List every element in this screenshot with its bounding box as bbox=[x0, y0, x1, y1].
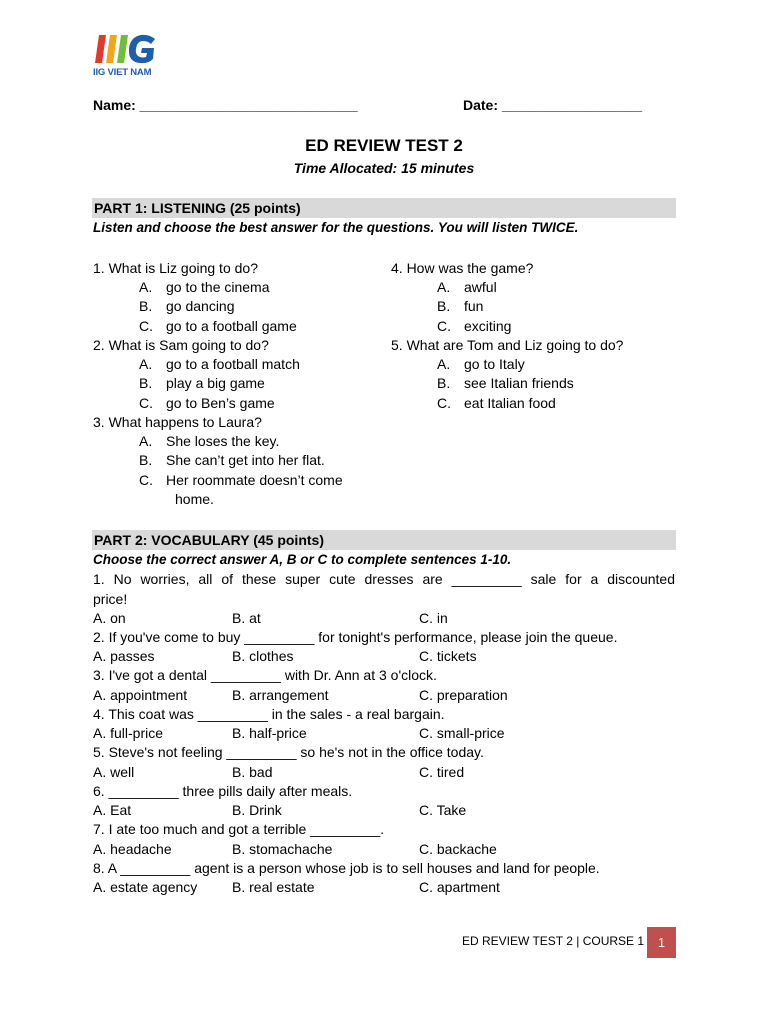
q2-option-a-letter: A. bbox=[139, 356, 153, 372]
question-1: 1. What is Liz going to do? bbox=[93, 260, 258, 276]
q4-option-b-letter: B. bbox=[437, 298, 451, 314]
v6-option-b[interactable]: B. Drink bbox=[232, 802, 282, 818]
vocab-question-7: 7. I ate too much and got a terrible _________. bbox=[93, 821, 385, 837]
q2-option-b-letter: B. bbox=[139, 375, 153, 391]
v8-option-a[interactable]: A. estate agency bbox=[93, 879, 198, 895]
q1-option-a[interactable]: go to the cinema bbox=[166, 279, 270, 295]
v3-option-c[interactable]: C. preparation bbox=[419, 687, 508, 703]
q4-option-b[interactable]: fun bbox=[464, 298, 484, 314]
vocab-question-8: 8. A _________ agent is a person whose job is to sell houses and land for people. bbox=[93, 860, 600, 876]
v6-option-c[interactable]: C. Take bbox=[419, 802, 467, 818]
page-number: 1 bbox=[647, 927, 676, 958]
v7-option-b[interactable]: B. stomachache bbox=[232, 841, 333, 857]
v6-option-a[interactable]: A. Eat bbox=[93, 802, 132, 818]
q4-option-c-letter: C. bbox=[437, 318, 451, 334]
q5-option-b-letter: B. bbox=[437, 375, 451, 391]
vocab-question-6: 6. _________ three pills daily after meals. bbox=[93, 783, 353, 799]
part2-heading: PART 2: VOCABULARY (45 points) bbox=[92, 530, 676, 550]
v7-option-a[interactable]: A. headache bbox=[93, 841, 172, 857]
part1-heading: PART 1: LISTENING (25 points) bbox=[92, 198, 676, 218]
q2-option-c[interactable]: go to Ben’s game bbox=[166, 395, 275, 411]
question-4: 4. How was the game? bbox=[391, 260, 534, 276]
v2-option-b[interactable]: B. clothes bbox=[232, 648, 294, 664]
vocab-question-1: 1. No worries, all of these super cute dresses are _________ sale for a discounted bbox=[93, 571, 675, 587]
v4-option-a[interactable]: A. full-price bbox=[93, 725, 164, 741]
q3-option-b-letter: B. bbox=[139, 452, 153, 468]
q2-option-b[interactable]: play a big game bbox=[166, 375, 265, 391]
v1-option-b[interactable]: B. at bbox=[232, 610, 261, 626]
time-allocated: Time Allocated: 15 minutes bbox=[293, 160, 475, 176]
question-2: 2. What is Sam going to do? bbox=[93, 337, 269, 353]
q1-option-b[interactable]: go dancing bbox=[166, 298, 235, 314]
v8-option-b[interactable]: B. real estate bbox=[232, 879, 315, 895]
v5-option-c[interactable]: C. tired bbox=[419, 764, 465, 780]
q5-option-c-letter: C. bbox=[437, 395, 451, 411]
v7-option-c[interactable]: C. backache bbox=[419, 841, 497, 857]
v5-option-b[interactable]: B. bad bbox=[232, 764, 273, 780]
q4-option-a-letter: A. bbox=[437, 279, 451, 295]
logo-text: IIG VIET NAM bbox=[93, 67, 152, 78]
q2-option-c-letter: C. bbox=[139, 395, 153, 411]
q1-option-a-letter: A. bbox=[139, 279, 153, 295]
q1-option-c-letter: C. bbox=[139, 318, 153, 334]
v2-option-c[interactable]: C. tickets bbox=[419, 648, 477, 664]
vocab-question-5: 5. Steve's not feeling _________ so he's not in the office today. bbox=[93, 744, 484, 760]
v4-option-c[interactable]: C. small-price bbox=[419, 725, 505, 741]
q3-option-a[interactable]: She loses the key. bbox=[166, 433, 280, 449]
name-field[interactable]: Name: ____________________________ bbox=[93, 97, 358, 113]
q5-option-a-letter: A. bbox=[437, 356, 451, 372]
question-3: 3. What happens to Laura? bbox=[93, 414, 262, 430]
v5-option-a[interactable]: A. well bbox=[93, 764, 135, 780]
part2-instruction: Choose the correct answer A, B or C to complete sentences 1-10. bbox=[93, 552, 512, 567]
page-title: ED REVIEW TEST 2 bbox=[305, 136, 463, 155]
q3-option-c[interactable]: Her roommate doesn’t come bbox=[166, 472, 343, 488]
v3-option-b[interactable]: B. arrangement bbox=[232, 687, 329, 703]
v4-option-b[interactable]: B. half-price bbox=[232, 725, 307, 741]
part1-instruction: Listen and choose the best answer for the questions. You will listen TWICE. bbox=[93, 220, 579, 235]
v1-option-c[interactable]: C. in bbox=[419, 610, 448, 626]
q5-option-b[interactable]: see Italian friends bbox=[464, 375, 574, 391]
q3-option-a-letter: A. bbox=[139, 433, 153, 449]
date-field[interactable]: Date: __________________ bbox=[463, 97, 643, 113]
q4-option-c[interactable]: exciting bbox=[464, 318, 512, 334]
vocab-question-1-cont: price! bbox=[93, 591, 128, 607]
q3-option-b[interactable]: She can’t get into her flat. bbox=[166, 452, 325, 468]
q1-option-c[interactable]: go to a football game bbox=[166, 318, 297, 334]
v1-option-a[interactable]: A. on bbox=[93, 610, 126, 626]
q3-option-c-letter: C. bbox=[139, 472, 153, 488]
v3-option-a[interactable]: A. appointment bbox=[93, 687, 188, 703]
q2-option-a[interactable]: go to a football match bbox=[166, 356, 300, 372]
q4-option-a[interactable]: awful bbox=[464, 279, 497, 295]
q5-option-a[interactable]: go to Italy bbox=[464, 356, 525, 372]
q5-option-c[interactable]: eat Italian food bbox=[464, 395, 556, 411]
vocab-question-3: 3. I've got a dental _________ with Dr. Ann at 3 o'clock. bbox=[93, 667, 437, 683]
vocab-question-2: 2. If you've come to buy _________ for tonight's performance, please join the queue. bbox=[93, 629, 618, 645]
footer-text: ED REVIEW TEST 2 | COURSE 1 bbox=[462, 934, 645, 948]
question-5: 5. What are Tom and Liz going to do? bbox=[391, 337, 624, 353]
vocab-question-4: 4. This coat was _________ in the sales - a real bargain. bbox=[93, 706, 445, 722]
v2-option-a[interactable]: A. passes bbox=[93, 648, 155, 664]
v8-option-c[interactable]: C. apartment bbox=[419, 879, 500, 895]
q3-option-c-continuation: home. bbox=[175, 491, 214, 507]
q1-option-b-letter: B. bbox=[139, 298, 153, 314]
